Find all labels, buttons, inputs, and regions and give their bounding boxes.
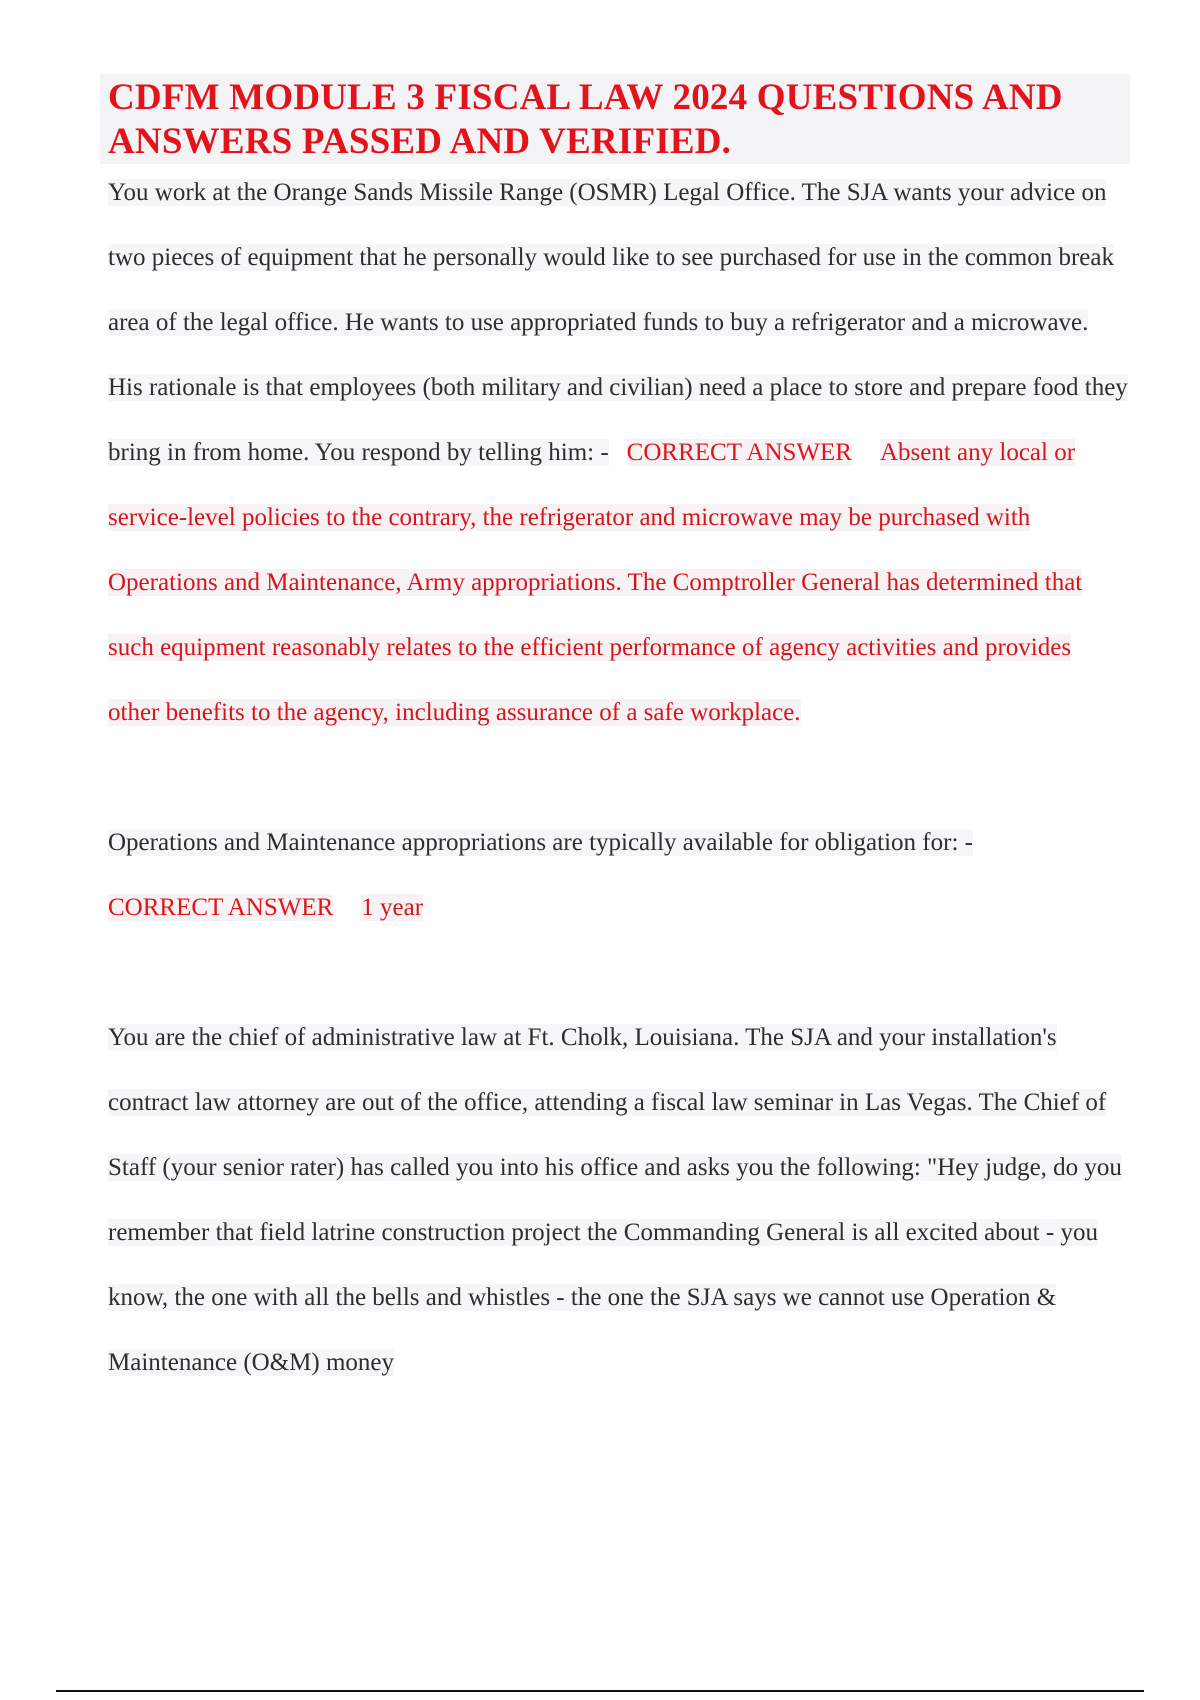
- qa-item-3: [108, 1005, 1128, 1395]
- question-text: You work at the Orange Sands Missile Range (OSMR) Legal Office. The SJA wants your advice on two pieces of equipment that he personally would like to see purchased for use in the common break area of the legal office. He wants to use appropriated funds to buy a refrigerator and a microwave. His rationale is that employees (both military and civilian) need a place to store and prepare food they bring in from home. You respond by telling him: -: [108, 179, 1128, 466]
- answer-text: Absent any local or service-level policies to the contrary, the refrigerator and microwave may be purchased with Operations and Maintenance, Army appropriations. The Comptroller General has determined that such equipment reasonably relates to the efficient performance of agency activities and provides other benefits to the agency, including assurance of a safe workplace.: [108, 439, 1083, 726]
- qa-content: [108, 160, 1128, 1395]
- correct-answer-label: CORRECT ANSWER: [626, 439, 852, 466]
- title-block: [100, 74, 1130, 164]
- document-title: CDFM MODULE 3 FISCAL LAW 2024 QUESTIONS AND ANSWERS PASSED AND VERIFIED.: [108, 77, 1063, 162]
- qa-item-2: [108, 810, 1128, 940]
- answer-text: 1 year: [361, 894, 424, 921]
- qa-item-1: [108, 160, 1128, 745]
- question-text: You are the chief of administrative law at Ft. Cholk, Louisiana. The SJA and your installation's contract law attorney are out of the office, attending a fiscal law seminar in Las Vegas. The Chief of Staff (your senior rater) has called you into his office and asks you the following: "Hey judge, do you remember that field latrine construction project the Commanding General is all excited about - you know, the one with all the bells and whistles - the one the SJA says we cannot use Operation & Maintenance (O&M) money: [108, 1024, 1122, 1376]
- question-text: Operations and Maintenance appropriations are typically available for obligation for: -: [108, 829, 973, 856]
- footer-divider: [56, 1690, 1144, 1692]
- correct-answer-label: CORRECT ANSWER: [108, 894, 334, 921]
